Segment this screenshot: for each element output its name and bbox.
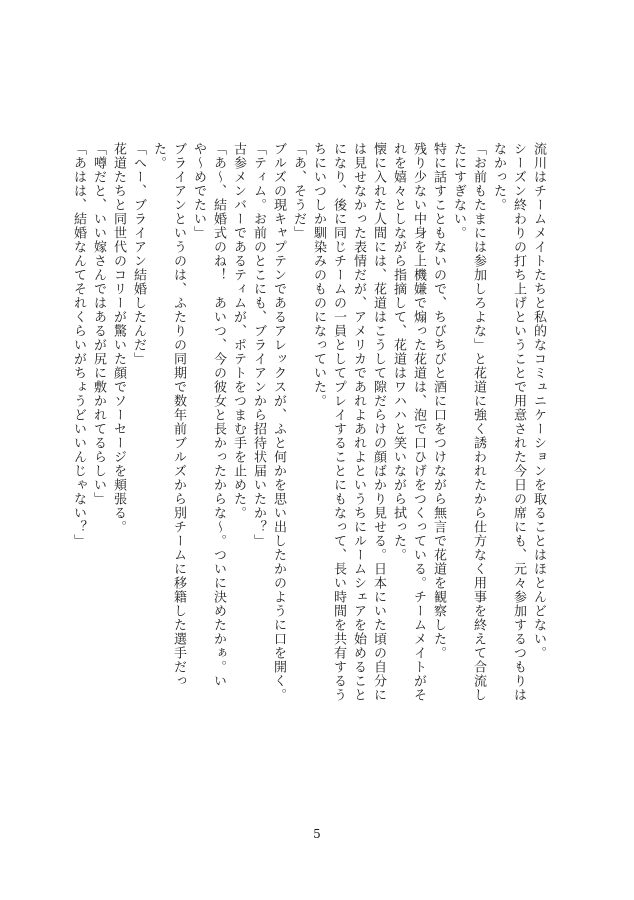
paragraph: ブルズの現キャプテンであるアレックスが、ふと何かを思い出したかのように口を開く。	[271, 142, 286, 702]
paragraph: 懐に入れた人間には、花道はこうして隙だらけの顔ばかり見せる。日本にいた頃の自分には見せなかった表情だが、アメリカであれよあれよというちにルームシェアを始めることになり、後に同じチームの一員としてプレイすることにもなって、長い時間を共有するうちにいつしか馴染みのものになっていた。	[311, 142, 386, 702]
paragraph: 「あ〜、結婚式のね！ あいつ、今の彼女と長かったからな〜。ついに決めたかぁ。いや〜めでたい」	[191, 142, 226, 688]
paragraph: 花道たちと同世代のコリーが驚いた顔でソーセージを頬張る。	[111, 142, 126, 534]
paragraph: 「噂だと、いい嫁さんではあるが尻に敷かれてるらしい」	[91, 142, 106, 506]
paragraph: 古参メンバーであるティムが、ポテトをつまむ手を止めた。	[231, 142, 246, 520]
manuscript-body	[68, 142, 548, 702]
paragraph: 「へー、ブライアン結婚したんだ」	[131, 142, 146, 366]
paragraph: 「ティム。お前のとこにも、ブライアンから招待状届いたか？」	[251, 142, 266, 548]
page-number: 5	[313, 827, 321, 841]
paragraph: 流川はチームメイトたちと私的なコミュニケーションを取ることはほとんどない。	[531, 142, 546, 660]
paragraph: 特に話すこともないので、ちびちびと酒に口をつけながら無言で花道を観察した。	[431, 142, 446, 660]
paragraph: シーズン終わりの打ち上げということで用意された今日の席にも、元々参加するつもりはなかった。	[491, 142, 526, 702]
paragraph: ブライアンというのは、ふたりの同期で数年前ブルズから別チームに移籍した選手だった。	[151, 142, 186, 688]
paragraph: 「お前もたまには参加しろよな」と花道に強く誘われたから仕方なく用事を終えて合流したにすぎない。	[451, 142, 486, 702]
paragraph: 「あ、そうだ」	[291, 142, 306, 240]
paragraph: 残り少ない中身を上機嫌で煽った花道は、泡で口ひげをつくっている。チームメイトがそれを嬉々としながら指摘して、花道はワハハと笑いながら拭った。	[391, 142, 426, 702]
paragraph: 「あはは、結婚なんてそれくらいがちょうどいいんじゃない？」	[71, 142, 86, 548]
